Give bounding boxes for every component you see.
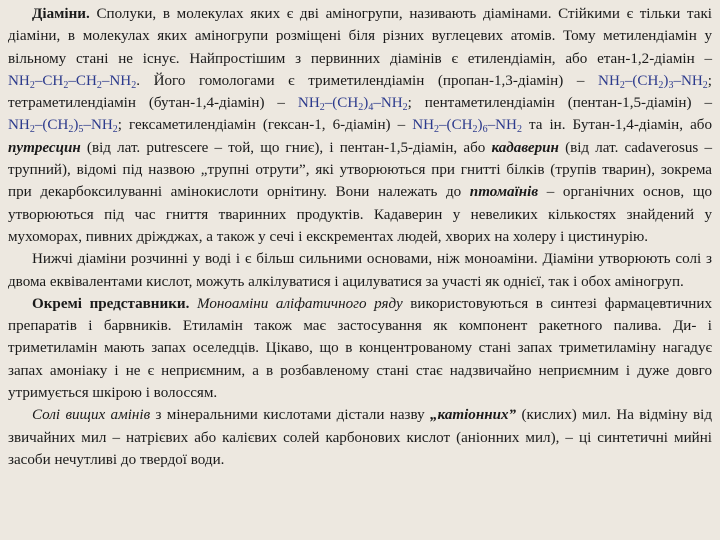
text: та ін. Бутан-1,4-діамін, або [521, 117, 712, 134]
subscript: 2 [658, 79, 664, 91]
term-cadaverine: кадаверин [491, 139, 559, 156]
formula-part: ) [477, 117, 483, 134]
formula-pentamethylenediamine [8, 117, 118, 136]
subscript: 2 [131, 79, 137, 91]
subscript: 2 [29, 79, 35, 91]
formula-part: –NH [101, 72, 132, 89]
formula-part: –(CH [624, 72, 659, 89]
formula-part: ) [663, 72, 669, 89]
term-aliphatic-monoamines: Моноаміни аліфатичного ряду [196, 295, 403, 312]
text: ; пентаметилендіамін (пентан-1,5-діамін) – [407, 95, 712, 112]
subscript: 6 [482, 124, 488, 136]
text: . Його гомологами є триметилендіамін (пропан-1,3-діамін) – [136, 72, 599, 89]
subscript: 2 [472, 124, 478, 136]
text: Нижчі діаміни розчинні у воді і є більш сильними основами, ніж моноаміни. Діаміни утворюють солі з двома еквівалентами кислот, можуть алкілуватися і ацилуватися за участі як однієї, так і обох аміногруп. [8, 251, 712, 290]
subscript: 2 [319, 102, 325, 114]
term-ptomaines: птомаїнів [469, 184, 539, 201]
formula-part: NH [8, 117, 30, 134]
formula-part: –NH [373, 95, 403, 112]
formula-part: NH [412, 117, 434, 134]
subscript: 2 [619, 79, 625, 91]
term-putrescine: путресцин [8, 139, 81, 156]
formula-hexamethylenediamine [412, 117, 522, 136]
term-cationic: „катіонних” [430, 407, 517, 424]
text: з мінеральними кислотами дістали назву [150, 407, 430, 424]
subscript: 2 [434, 124, 439, 136]
formula-ethylenediamine [8, 73, 136, 89]
paragraph-diamines [8, 3, 712, 248]
formula-tetramethylenediamine [297, 95, 408, 114]
formula-part: –(CH [324, 95, 359, 112]
formula-trimethylenediamine [598, 73, 708, 89]
formula-part: ) [73, 117, 79, 134]
formula-part: –CH [68, 72, 97, 89]
paragraph-cationic-soaps [8, 404, 712, 471]
subscript: 2 [516, 124, 522, 136]
heading-representatives: Окремі представники. [32, 295, 190, 312]
subscript: 2 [112, 124, 118, 136]
text: (від лат. putrescere – той, що гниє), і пентан-1,5-діамін, або [80, 139, 492, 156]
paragraph-lower-diamines [8, 248, 712, 293]
subscript: 2 [68, 124, 74, 136]
subscript: 5 [78, 124, 84, 136]
text: (від лат. cadaverosus – трупний), відомі під назвою „трупні отрути”, які утворюються при гнитті білків (трупів тварин), зокрема при декарбоксилуванні амінокислоти орнітину. Вони належать до [8, 139, 712, 201]
formula-part: ) [363, 95, 369, 112]
formula-part: –(CH [439, 117, 473, 134]
subscript: 2 [358, 102, 364, 114]
formula-part: NH [8, 72, 30, 89]
subscript: 2 [402, 102, 408, 114]
text [189, 296, 197, 312]
subscript: 4 [368, 102, 374, 114]
formula-part: –NH [673, 72, 703, 89]
formula-part: NH [598, 72, 620, 89]
term-higher-amine-salts: Солі вищих амінів [32, 407, 151, 424]
term-diamines: Діаміни. [32, 6, 90, 22]
subscript: 2 [96, 79, 102, 91]
text: використовуються в синтезі фармацевтичних препаратів і барвників. Етиламін також має застосування як компонент ракетного палива. Ди- і триметиламін мають запах оселедців. Цікаво, що в концентрованому стані запах триметиламіну нагадує запах амоніаку і не є неприємним, а в розбавленому стані стає надзвичайно неприємним і дуже довго утримується шкірою і волоссям. [8, 295, 713, 402]
text: Сполуки, в молекулах яких є дві аміногрупи, називають діамінами. Стійкими є тільки такі діаміни, в молекулах яких аміногрупи розміщені біля різних вуглецевих атомів. Тому метилендіамін у вільному стані не існує. Найпростішим з первинних діамінів є етилендіамін, або етан-1,2-діамін – [8, 6, 712, 67]
formula-part: –(CH [34, 117, 69, 134]
text: ; тетраметилендіамін (бутан-1,4-діамін) – [8, 72, 712, 112]
subscript: 2 [29, 124, 35, 136]
text: (кислих) мил. На відміну від звичайних мил – натрієвих або калієвих солей карбонових кислот (аніонних мил), – ці синтетичні мийні засоби нечутливі до твердої води. [8, 407, 712, 468]
subscript: 2 [63, 79, 69, 91]
paragraph-representatives [8, 293, 712, 404]
text: ; гексаметилендіамін (гексан-1, 6-діамін) – [117, 117, 413, 134]
formula-part: NH [297, 95, 320, 112]
formula-part: –CH [34, 72, 64, 89]
subscript: 3 [668, 79, 674, 91]
formula-part: –NH [83, 117, 113, 134]
formula-part: –NH [487, 117, 517, 134]
subscript: 2 [702, 79, 708, 91]
text: – органічних основ, що утворюються під час гниття тваринних продуктів. Кадаверин у невеликих кількостях знайдений у мухоморах, пивних дріжджах, а також у сечі і екскрементах людей, хворих на холеру і цистинурію. [8, 184, 712, 245]
